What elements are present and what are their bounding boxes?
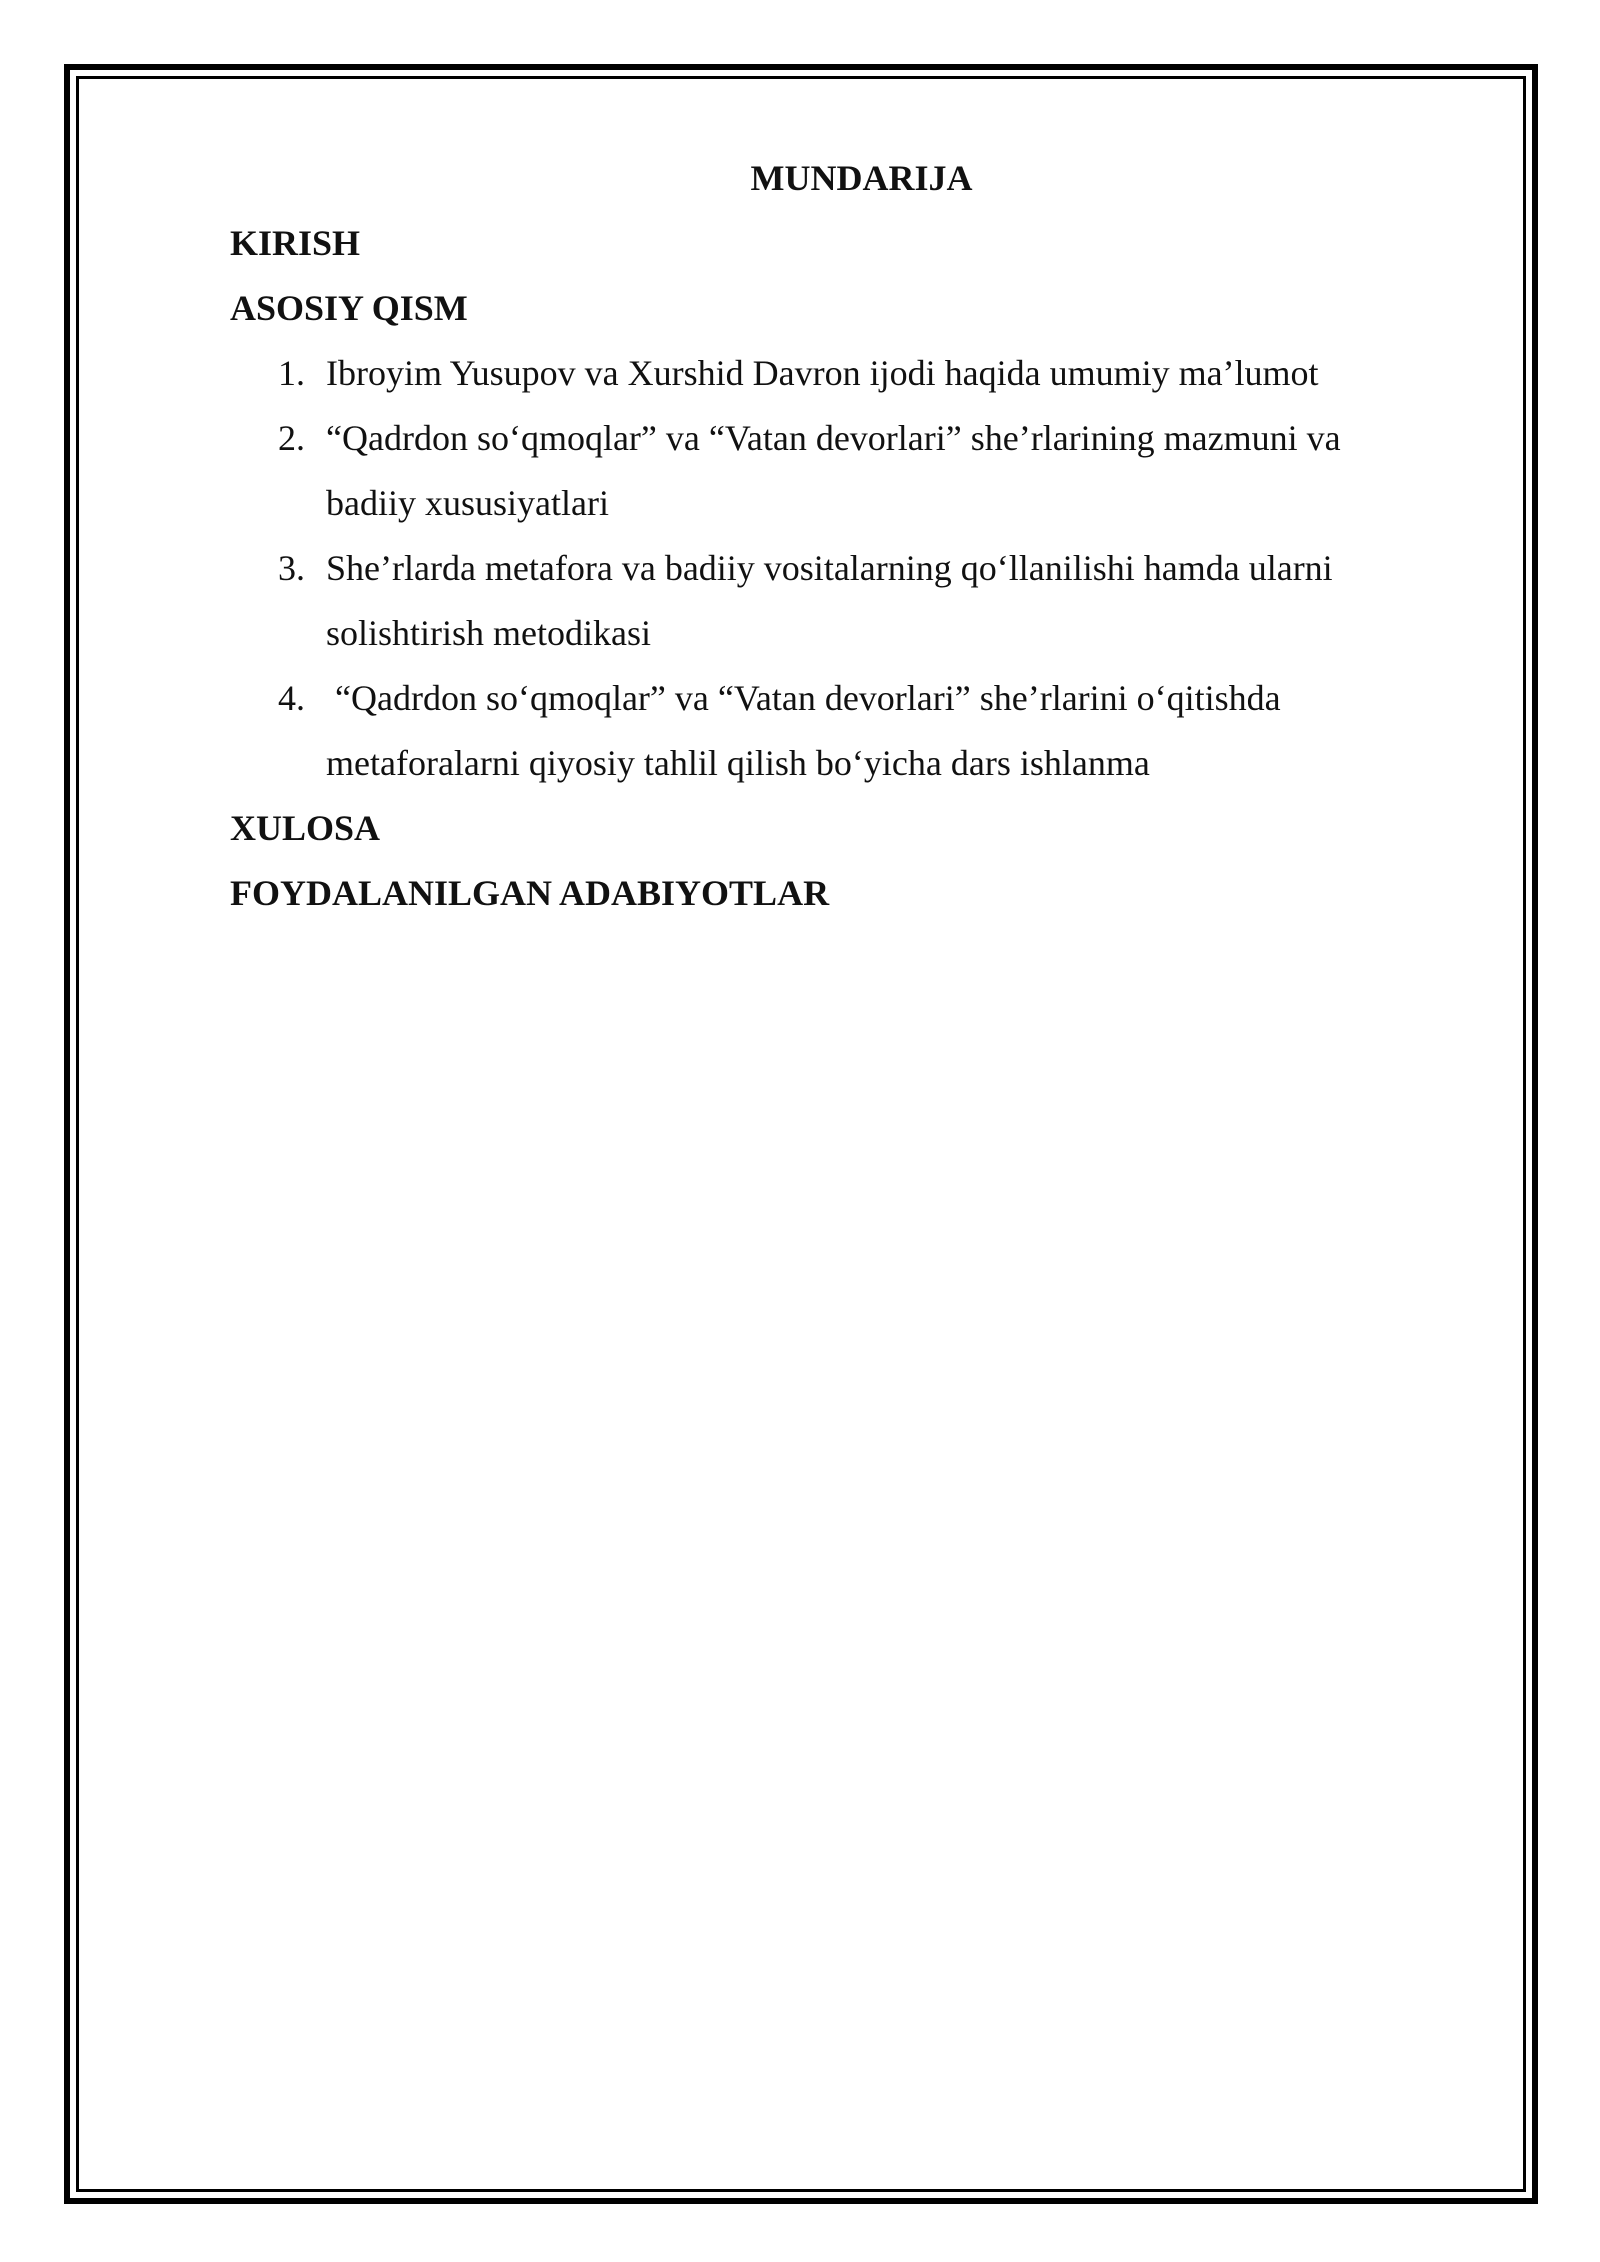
heading-main-part: ASOSIY QISM [230, 288, 468, 328]
table-of-contents [230, 146, 1430, 926]
heading-references: FOYDALANILGAN ADABIYOTLAR [230, 873, 830, 913]
heading-intro: KIRISH [230, 223, 361, 263]
heading-conclusion: XULOSA [230, 808, 381, 848]
toc-item-2 [230, 406, 1430, 536]
toc-item-text: Ibroyim Yusupov va Xurshid Davron ijodi haqida umumiy ma’lumot [326, 353, 1319, 393]
page-title: MUNDARIJA [750, 158, 973, 198]
toc-list [230, 341, 1430, 796]
toc-item-number: 3. [278, 548, 305, 588]
toc-item-3 [230, 536, 1430, 666]
toc-item-4 [230, 666, 1430, 796]
toc-item-number: 2. [278, 418, 305, 458]
toc-item-text: She’rlarda metafora va badiiy vositalarning qo‘llanilishi hamda ularni solishtirish metodikasi [326, 548, 1333, 653]
toc-item-text: “Qadrdon so‘qmoqlar” va “Vatan devorlari” she’rlarini o‘qitishda metaforalarni qiyosiy tahlil qilish bo‘yicha dars ishlanma [326, 678, 1290, 783]
toc-item-number: 1. [278, 353, 305, 393]
toc-item-number: 4. [278, 678, 305, 718]
toc-item-text: “Qadrdon so‘qmoqlar” va “Vatan devorlari” she’rlarining mazmuni va badiiy xususiyatlari [326, 418, 1341, 523]
toc-item-1 [230, 341, 1430, 406]
